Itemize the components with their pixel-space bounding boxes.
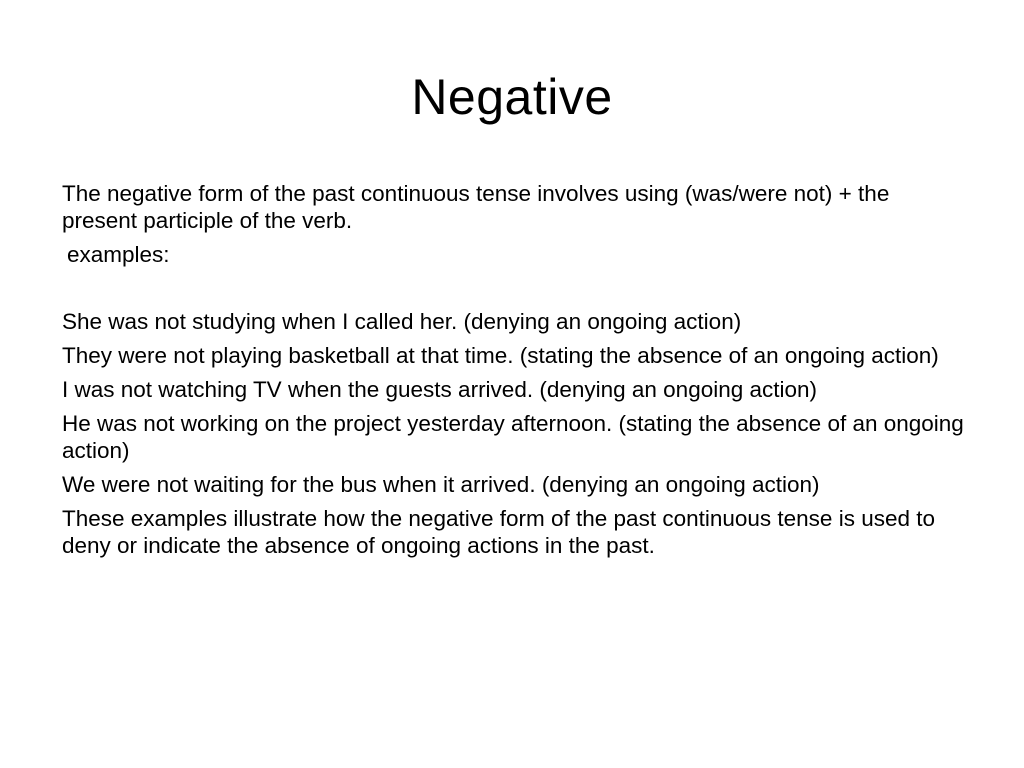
spacer [62,268,967,308]
conclusion-text: These examples illustrate how the negative form of the past continuous tense is used to deny or indicate the absence of ongoing actions in the past. [62,506,935,558]
example-item: She was not studying when I called her. (denying an ongoing action) [62,309,742,334]
example-item: They were not playing basketball at that time. (stating the absence of an ongoing action) [62,343,939,368]
example-item: I was not watching TV when the guests arrived. (denying an ongoing action) [62,377,818,402]
slide-title: Negative [411,69,613,125]
slide-body [62,180,967,559]
examples-label: examples: [67,242,170,267]
example-item: We were not waiting for the bus when it arrived. (denying an ongoing action) [62,472,820,497]
example-item: He was not working on the project yesterday afternoon. (stating the absence of an ongoing action) [62,411,964,463]
intro-text: The negative form of the past continuous tense involves using (was/were not) + the present participle of the verb. [62,181,890,233]
